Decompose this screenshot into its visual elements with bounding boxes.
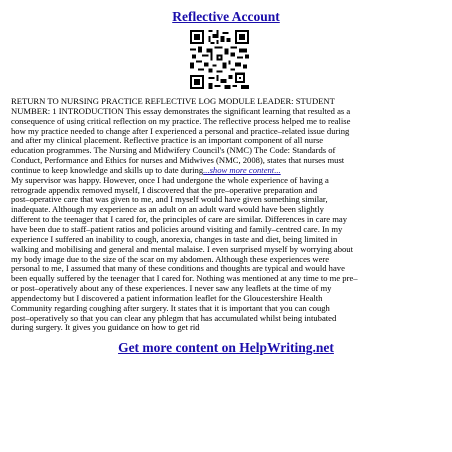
essay-line: and after my clinical placement. Reflective practice is an important component of all nurse [11, 135, 324, 146]
show-more-link[interactable]: ...show more content... [203, 164, 281, 175]
essay-body [11, 97, 443, 333]
essay-line: post–operatively so that you can clear any phlegm that has accumulated whilst being intubated [11, 312, 337, 323]
essay-line: experience I suffered an inability to cough, anorexia, changes in taste and diet, being limited in [11, 233, 338, 244]
qr-code-icon [190, 30, 249, 89]
essay-line: been equally suffered by the teenager that I cared for. Nothing was mentioned at any time to me pre– [11, 273, 358, 284]
essay-line: during surgery. It gives you guidance on how to get rid [11, 322, 200, 333]
get-more-content-link[interactable]: Get more content on HelpWriting.net [118, 340, 334, 355]
essay-line: retrograde appendix removed myself, I discovered that the pre–operative preparation and [11, 184, 318, 195]
essay-line: inadequate. Although my experience as an adult on an adult ward would have been slightly [11, 204, 324, 215]
essay-line: consequence of using critical reflection on my practice. The reflective process helped me to realise [11, 115, 351, 126]
essay-line: have been due to staff–patient ratios and policies around visiting and family–centred care. In my [11, 223, 343, 234]
essay-line: Community regarding coughing after surgery. It states that it is important that you can cough [11, 302, 330, 313]
essay-line-text: continue to keep knowledge and skills up to date during [11, 164, 204, 175]
essay-line: personal to me, I assumed that many of these conditions and thoughts are typical and would have [11, 263, 345, 274]
essay-line: how my practice needed to change after I experienced a personal and practice–related issue during [11, 125, 350, 136]
essay-line: my body image due to the size of the scar on my abdomen. Although these experiences were [11, 253, 330, 264]
document-title[interactable]: Reflective Account [172, 9, 280, 24]
essay-line: or post–operatively about any of these experiences. I never saw any leaflets at the time of my [11, 283, 332, 294]
essay-line: education programmes. The Nursing and Midwifery Council's (NMC) The Code: Standards of [11, 145, 336, 156]
essay-line: RETURN TO NURSING PRACTICE REFLECTIVE LOG MODULE LEADER: STUDENT [11, 96, 335, 106]
essay-line: walking and mobilising and general and mental malaise. I even surprised myself by worrying about [11, 243, 353, 254]
essay-line: Conduct, Performance and Ethics for nurses and Midwives (NMC, 2008), states that nurses must [11, 155, 345, 166]
essay-line: post–operative care that was given to me, and I myself would have given something similar, [11, 194, 328, 205]
essay-line: My supervisor was happy. However, once I had undergone the whole experience of having a [11, 174, 329, 185]
essay-line: different to the teenager that I cared for, the principles of care are similar. Differences in care may [11, 214, 347, 225]
essay-line: appendectomy but I discovered a patient information leaflet for the Gloucestershire Health [11, 292, 323, 303]
essay-line: NUMBER: 1 INTRODUCTION This essay demonstrates the significant learning that resulted as a [11, 105, 351, 116]
